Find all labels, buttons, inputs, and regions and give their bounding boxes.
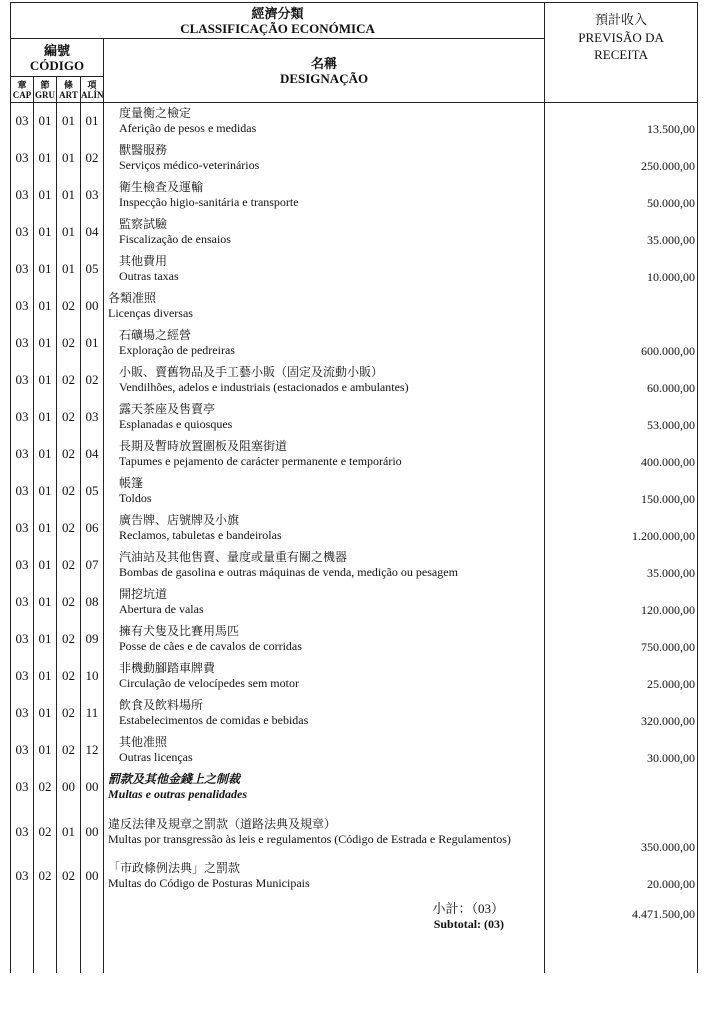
- table-row: [11, 436, 698, 473]
- art-header: 條 ART: [57, 77, 81, 103]
- table-row: [11, 621, 698, 658]
- designation-pt: Multas por transgressão às leis e regulamentos (Código de Estrada e Regulamentos): [108, 831, 511, 846]
- revenue-value: 60.000,00: [545, 362, 698, 399]
- designation-zh: 獸醫服務: [119, 143, 168, 157]
- designation-zh: 擁有犬隻及比賽用馬匹: [119, 624, 240, 638]
- designation-pt: Fiscalização de ensaios: [119, 232, 231, 246]
- table-row: [11, 325, 698, 362]
- table-row: [11, 251, 698, 288]
- table-row: [11, 695, 698, 732]
- designation-zh: 長期及暫時放置圍板及阻塞街道: [119, 439, 288, 453]
- designation-zh: 飲食及飲料場所: [119, 698, 204, 712]
- designation-pt: Vendilhões, adelos e industriais (estacionados e ambulantes): [119, 380, 409, 394]
- code-gru: 01: [34, 325, 57, 362]
- subtotal-value: 4.471.500,00: [545, 895, 698, 973]
- designation-pt: Abertura de valas: [119, 602, 204, 616]
- designation-zh: 罰款及其他金錢上之制裁: [108, 772, 241, 786]
- revenue-value: 350.000,00: [545, 806, 698, 858]
- revenue-value: 120.000,00: [545, 584, 698, 621]
- code-gru: 01: [34, 177, 57, 214]
- designation-zh: 石礦場之經營: [119, 328, 192, 342]
- code-art: 02: [57, 510, 81, 547]
- code-alin: 06: [81, 510, 104, 547]
- code-gru: 02: [34, 769, 57, 806]
- code-gru: 02: [34, 858, 57, 895]
- code-gru: 01: [34, 214, 57, 251]
- code-alin: 00: [81, 288, 104, 325]
- code-cap: 03: [11, 547, 34, 584]
- designation-cell: [104, 473, 545, 510]
- code-alin: 05: [81, 251, 104, 288]
- code-art: 02: [57, 436, 81, 473]
- code-art: 02: [57, 325, 81, 362]
- code-gru: 01: [34, 473, 57, 510]
- code-cap: 03: [11, 103, 34, 140]
- designation-pt: Toldos: [119, 491, 152, 505]
- code-art: 02: [57, 399, 81, 436]
- code-art: 02: [57, 288, 81, 325]
- alin-header: 項 ALÍN: [81, 77, 104, 103]
- code-art: 01: [57, 214, 81, 251]
- table-row: [11, 806, 698, 858]
- table-row: [11, 510, 698, 547]
- designation-pt: Exploração de pedreiras: [119, 343, 235, 357]
- table-row: [11, 769, 698, 806]
- revenue-value: 50.000,00: [545, 177, 698, 214]
- designation-pt: Outras licenças: [119, 750, 193, 764]
- code-alin: 02: [81, 140, 104, 177]
- code-alin: 03: [81, 399, 104, 436]
- classification-header: 經濟分類 CLASSIFICAÇÃO ECONÓMICA: [11, 3, 545, 39]
- code-gru: 01: [34, 547, 57, 584]
- revenue-value: 35.000,00: [545, 214, 698, 251]
- table-header: [11, 3, 698, 103]
- code-cap: 03: [11, 140, 34, 177]
- code-cap: 03: [11, 399, 34, 436]
- table-row: [11, 584, 698, 621]
- table-row: [11, 399, 698, 436]
- code-cap: 03: [11, 436, 34, 473]
- code-gru: 01: [34, 140, 57, 177]
- designation-pt: Reclamos, tabuletas e bandeirolas: [119, 528, 282, 542]
- code-cap: 03: [11, 473, 34, 510]
- gru-header: 節 GRU: [34, 77, 57, 103]
- budget-table: [10, 2, 698, 973]
- table-row: [11, 658, 698, 695]
- code-alin: 00: [81, 806, 104, 858]
- code-art: 01: [57, 177, 81, 214]
- table-row: [11, 177, 698, 214]
- code-art: 02: [57, 547, 81, 584]
- code-gru: 01: [34, 658, 57, 695]
- designation-pt: Inspecção higio-sanitária e transporte: [119, 195, 299, 209]
- code-art: 02: [57, 658, 81, 695]
- code-gru: 01: [34, 695, 57, 732]
- code-cap: 03: [11, 362, 34, 399]
- designation-zh: 違反法律及規章之罰款（道路法典及規章）: [108, 816, 337, 831]
- revenue-value: 1.200.000,00: [545, 510, 698, 547]
- designation-cell: [104, 177, 545, 214]
- code-alin: 04: [81, 436, 104, 473]
- revenue-value: 600.000,00: [545, 325, 698, 362]
- code-alin: 07: [81, 547, 104, 584]
- code-alin: 00: [81, 858, 104, 895]
- code-gru: 01: [34, 103, 57, 140]
- table-row: [11, 547, 698, 584]
- revenue-value: [545, 288, 698, 325]
- code-gru: 01: [34, 732, 57, 769]
- cap-header: 章 CAP: [11, 77, 34, 103]
- revenue-value: 20.000,00: [545, 858, 698, 895]
- designation-zh: 監察試驗: [119, 217, 168, 231]
- code-art: 02: [57, 362, 81, 399]
- designation-zh: 廣告牌、店號牌及小旗: [119, 513, 240, 527]
- designation-zh: 小販、賣舊物品及手工藝小販（固定及流動小販）: [119, 365, 384, 379]
- designation-zh: 衛生檢查及運輸: [119, 180, 204, 194]
- code-cap: 03: [11, 769, 34, 806]
- designation-zh: 「市政條例法典」之罰款: [108, 861, 241, 875]
- revenue-value: 35.000,00: [545, 547, 698, 584]
- code-gru: 01: [34, 399, 57, 436]
- designation-zh: 開挖坑道: [119, 587, 168, 601]
- code-cap: 03: [11, 658, 34, 695]
- code-gru: 01: [34, 510, 57, 547]
- code-alin: 01: [81, 103, 104, 140]
- designation-cell: [104, 858, 545, 895]
- code-cap: 03: [11, 325, 34, 362]
- code-cap: 03: [11, 806, 34, 858]
- designation-cell: [104, 436, 545, 473]
- table-row: [11, 288, 698, 325]
- revenue-value: 13.500,00: [545, 103, 698, 140]
- designation-cell: [104, 140, 545, 177]
- code-alin: 10: [81, 658, 104, 695]
- table-row: [11, 103, 698, 140]
- designation-cell: [104, 695, 545, 732]
- code-cap: 03: [11, 177, 34, 214]
- designation-cell: [104, 547, 545, 584]
- designation-zh: 度量衡之檢定: [119, 106, 192, 121]
- designation-pt: Licenças diversas: [108, 306, 193, 320]
- code-gru: 01: [34, 436, 57, 473]
- designation-cell: [104, 658, 545, 695]
- code-gru: 01: [34, 362, 57, 399]
- revenue-value: [545, 769, 698, 806]
- designation-pt: Estabelecimentos de comidas e bebidas: [119, 713, 309, 727]
- code-alin: 00: [81, 769, 104, 806]
- code-gru: 02: [34, 806, 57, 858]
- code-art: 01: [57, 251, 81, 288]
- code-alin: 09: [81, 621, 104, 658]
- code-header: 編號 CÓDIGO: [11, 39, 104, 77]
- designation-pt: Aferição de pesos e medidas: [119, 121, 257, 136]
- designation-pt: Posse de cães e de cavalos de corridas: [119, 639, 302, 653]
- code-cap: 03: [11, 288, 34, 325]
- designation-pt: Multas do Código de Posturas Municipais: [108, 876, 310, 890]
- designation-cell: [104, 806, 545, 858]
- code-alin: 11: [81, 695, 104, 732]
- revenue-value: 53.000,00: [545, 399, 698, 436]
- code-art: 02: [57, 858, 81, 895]
- designation-zh: 其他費用: [119, 254, 168, 268]
- code-art: 02: [57, 584, 81, 621]
- table-row: [11, 732, 698, 769]
- designation-cell: [104, 288, 545, 325]
- revenue-value: 320.000,00: [545, 695, 698, 732]
- code-art: 02: [57, 695, 81, 732]
- code-alin: 08: [81, 584, 104, 621]
- designation-pt: Circulação de velocípedes sem motor: [119, 676, 299, 690]
- designation-zh: 各類准照: [108, 291, 157, 305]
- code-gru: 01: [34, 584, 57, 621]
- code-alin: 02: [81, 362, 104, 399]
- subtotal-section: [11, 895, 698, 973]
- revenue-value: 400.000,00: [545, 436, 698, 473]
- code-gru: 01: [34, 251, 57, 288]
- table-body: [11, 103, 698, 895]
- code-alin: 03: [81, 177, 104, 214]
- revenue-value: 25.000,00: [545, 658, 698, 695]
- designation-zh: 露天茶座及售賣亭: [119, 402, 216, 416]
- table-row: [11, 140, 698, 177]
- code-cap: 03: [11, 510, 34, 547]
- designation-cell: [104, 584, 545, 621]
- designation-cell: [104, 769, 545, 806]
- code-gru: 01: [34, 621, 57, 658]
- designation-pt: Esplanadas e quiosques: [119, 417, 233, 431]
- code-art: 01: [57, 140, 81, 177]
- code-gru: 01: [34, 288, 57, 325]
- designation-zh: 帳篷: [119, 476, 144, 490]
- table-row: [11, 473, 698, 510]
- code-cap: 03: [11, 621, 34, 658]
- code-cap: 03: [11, 214, 34, 251]
- table-row: [11, 362, 698, 399]
- designation-cell: [104, 732, 545, 769]
- code-cap: 03: [11, 695, 34, 732]
- code-alin: 04: [81, 214, 104, 251]
- designation-cell: [104, 103, 545, 140]
- designation-pt: Tapumes e pejamento de carácter permanente e temporário: [119, 454, 402, 468]
- designation-cell: [104, 325, 545, 362]
- code-cap: 03: [11, 732, 34, 769]
- designation-zh: 其他准照: [119, 735, 168, 749]
- table-row: [11, 214, 698, 251]
- revenue-value: 250.000,00: [545, 140, 698, 177]
- revenue-header: 預計收入 PREVISÃO DA RECEITA: [545, 3, 698, 103]
- code-art: 02: [57, 732, 81, 769]
- designation-zh: 非機動腳踏車牌費: [119, 661, 216, 675]
- budget-table-sheet: [10, 2, 697, 957]
- designation-cell: [104, 399, 545, 436]
- designation-cell: [104, 510, 545, 547]
- code-art: 02: [57, 621, 81, 658]
- designation-pt: Serviços médico-veterinários: [119, 158, 260, 172]
- code-cap: 03: [11, 251, 34, 288]
- revenue-value: 750.000,00: [545, 621, 698, 658]
- designation-cell: [104, 214, 545, 251]
- designation-header: 名稱 DESIGNAÇÃO: [104, 39, 545, 103]
- code-alin: 01: [81, 325, 104, 362]
- designation-cell: [104, 621, 545, 658]
- designation-pt: Outras taxas: [119, 269, 179, 283]
- subtotal-label: 小計：（03） Subtotal: (03): [104, 895, 545, 973]
- revenue-value: 150.000,00: [545, 473, 698, 510]
- code-alin: 12: [81, 732, 104, 769]
- code-alin: 05: [81, 473, 104, 510]
- code-art: 00: [57, 769, 81, 806]
- code-cap: 03: [11, 584, 34, 621]
- code-art: 01: [57, 806, 81, 858]
- revenue-value: 30.000,00: [545, 732, 698, 769]
- designation-zh: 汽油站及其他售賣、量度或量重有關之機器: [119, 550, 348, 564]
- designation-cell: [104, 251, 545, 288]
- revenue-value: 10.000,00: [545, 251, 698, 288]
- designation-pt: Bombas de gasolina e outras máquinas de venda, medição ou pesagem: [119, 565, 458, 579]
- code-art: 01: [57, 103, 81, 140]
- designation-cell: [104, 362, 545, 399]
- code-cap: 03: [11, 858, 34, 895]
- designation-pt: Multas e outras penalidades: [108, 787, 248, 801]
- table-row: [11, 858, 698, 895]
- code-art: 02: [57, 473, 81, 510]
